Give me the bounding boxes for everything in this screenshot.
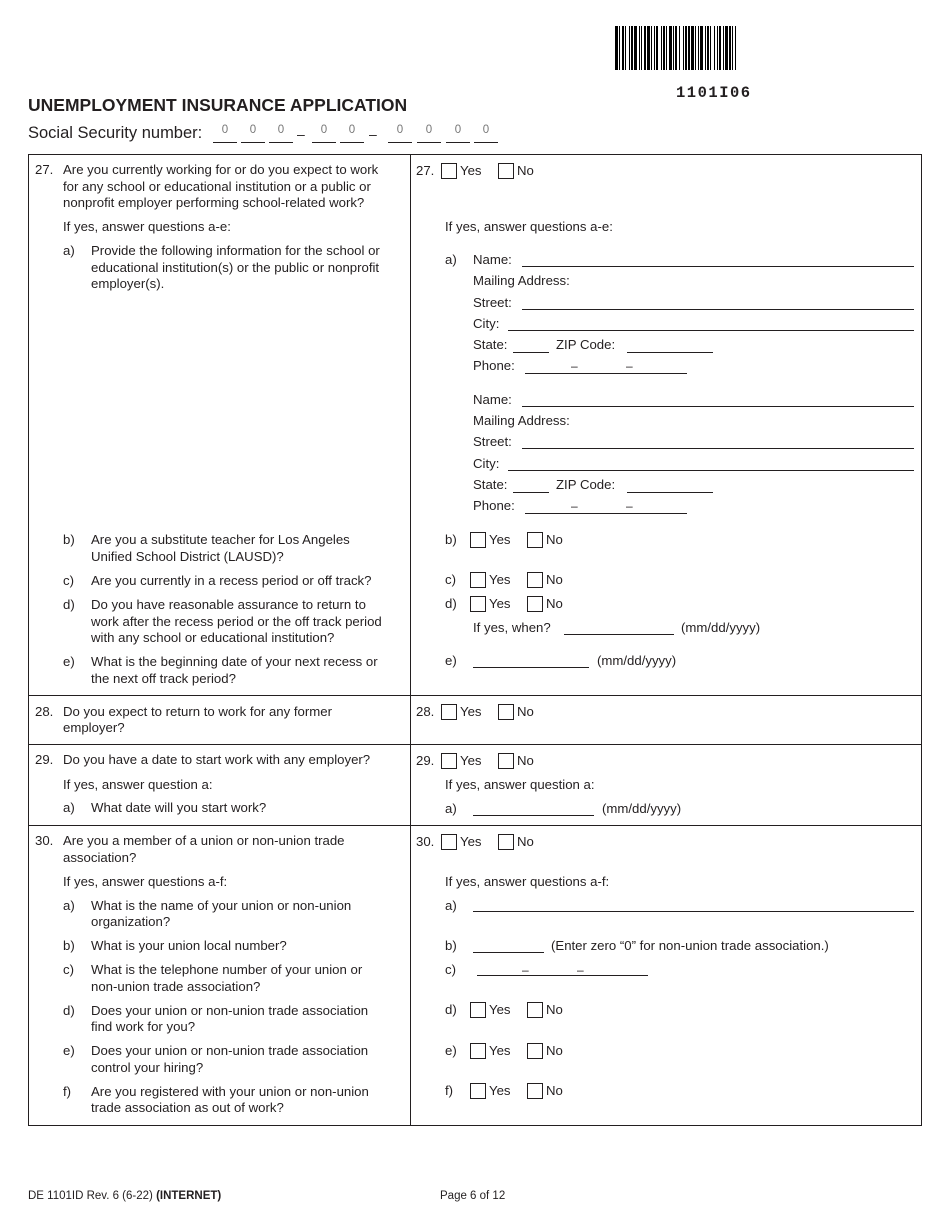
q27e-date-field[interactable]	[473, 654, 589, 668]
q27e-text-1: What is the beginning date of your next recess or	[91, 654, 378, 669]
q30d-no-label: No	[546, 1002, 563, 1017]
employer2-zip-field[interactable]	[627, 479, 713, 493]
employer1-name-field[interactable]	[522, 253, 914, 267]
ssn-digit-9[interactable]: 0	[474, 124, 498, 143]
q27b-no-checkbox[interactable]	[527, 532, 543, 548]
q30f-yes-label: Yes	[489, 1083, 511, 1098]
q27c-no-checkbox[interactable]	[527, 572, 543, 588]
q27d-text-3: with any school or educational institution?	[91, 630, 335, 645]
q27c-answer-label: c)	[445, 572, 456, 587]
q30f-text-1: Are you registered with your union or non-union	[91, 1084, 369, 1099]
ssn-digit-1[interactable]: 0	[213, 124, 237, 143]
q30-number: 30.	[35, 833, 54, 848]
q30-text-2: association?	[63, 850, 137, 865]
q30d-label: d)	[63, 1003, 75, 1018]
q27-answer-instruction: If yes, answer questions a-e:	[445, 219, 613, 234]
q27b-yes-checkbox[interactable]	[470, 532, 486, 548]
phone-dash: –	[626, 359, 633, 373]
employer2-city-label: City:	[473, 456, 500, 471]
footer-form-id	[28, 1190, 221, 1202]
q27d-text-2: work after the recess period or the off track period	[91, 614, 382, 629]
employer2-state-label: State:	[473, 477, 508, 492]
q27d-when-label: If yes, when?	[473, 620, 551, 635]
ssn-digit-5[interactable]: 0	[340, 124, 364, 143]
q30b-local-number-field[interactable]	[473, 939, 544, 953]
q27d-no-checkbox[interactable]	[527, 596, 543, 612]
q29-instruction: If yes, answer question a:	[63, 777, 213, 792]
q27e-text-2: the next off track period?	[91, 671, 236, 686]
q27-no-checkbox[interactable]	[498, 163, 514, 179]
q30e-yes-checkbox[interactable]	[470, 1043, 486, 1059]
q27c-label: c)	[63, 573, 74, 588]
q29-no-checkbox[interactable]	[498, 753, 514, 769]
q27b-text-1: Are you a substitute teacher for Los Angeles	[91, 532, 350, 547]
q30f-label: f)	[63, 1084, 72, 1099]
ssn-digit-7[interactable]: 0	[417, 124, 441, 143]
q27d-yes-label: Yes	[489, 596, 511, 611]
employer1-city-field[interactable]	[508, 317, 914, 331]
q27b-yes-label: Yes	[489, 532, 511, 547]
q30d-no-checkbox[interactable]	[527, 1002, 543, 1018]
q30-yes-checkbox[interactable]	[441, 834, 457, 850]
q30a-union-name-field[interactable]	[473, 898, 914, 912]
employer1-state-label: State:	[473, 337, 508, 352]
q27-text-1: Are you currently working for or do you expect to work	[63, 162, 379, 177]
q27c-yes-checkbox[interactable]	[470, 572, 486, 588]
employer2-name-field[interactable]	[522, 393, 914, 407]
employer2-city-field[interactable]	[508, 457, 914, 471]
q29-yes-label: Yes	[460, 753, 482, 768]
q30e-yes-label: Yes	[489, 1043, 511, 1058]
employer1-mailing-label: Mailing Address:	[473, 273, 570, 288]
employer2-zip-label: ZIP Code:	[556, 477, 616, 492]
q27b-no-label: No	[546, 532, 563, 547]
employer1-zip-field[interactable]	[627, 339, 713, 353]
ssn-dash: –	[369, 126, 377, 142]
q28-text-1: Do you expect to return to work for any former	[63, 704, 332, 719]
q30-answer-number: 30.	[416, 834, 435, 849]
q30a-text-2: organization?	[91, 914, 171, 929]
q30f-yes-checkbox[interactable]	[470, 1083, 486, 1099]
q30e-text-2: control your hiring?	[91, 1060, 204, 1075]
q30e-answer-label: e)	[445, 1043, 457, 1058]
q29a-date-field[interactable]	[473, 802, 594, 816]
q30d-answer-label: d)	[445, 1002, 457, 1017]
q30e-label: e)	[63, 1043, 75, 1058]
q27c-no-label: No	[546, 572, 563, 587]
employer1-phone-label: Phone:	[473, 358, 515, 373]
q29a-answer-label: a)	[445, 801, 457, 816]
footer-channel: (INTERNET)	[156, 1190, 222, 1202]
q28-number: 28.	[35, 704, 54, 719]
employer2-street-label: Street:	[473, 434, 512, 449]
q30f-no-checkbox[interactable]	[527, 1083, 543, 1099]
q27c-yes-label: Yes	[489, 572, 511, 587]
ssn-digit-3[interactable]: 0	[269, 124, 293, 143]
q30c-phone-field[interactable]	[477, 962, 648, 976]
q30e-text-1: Does your union or non-union trade association	[91, 1043, 369, 1058]
q27d-text-1: Do you have reasonable assurance to return to	[91, 597, 366, 612]
q30b-answer-label: b)	[445, 938, 457, 953]
q27-answer-number: 27.	[416, 163, 435, 178]
employer2-phone-label: Phone:	[473, 498, 515, 513]
q28-text-2: employer?	[63, 720, 125, 735]
q27e-answer-label: e)	[445, 653, 457, 668]
q29a-date-format: (mm/dd/yyyy)	[602, 801, 682, 816]
barcode	[615, 26, 818, 70]
q29-text-1: Do you have a date to start work with any employer?	[63, 752, 371, 767]
q28-answer-number: 28.	[416, 704, 435, 719]
q27d-answer-label: d)	[445, 596, 457, 611]
q27c-text-1: Are you currently in a recess period or off track?	[91, 573, 372, 588]
q28-no-label: No	[517, 704, 534, 719]
q27-yes-checkbox[interactable]	[441, 163, 457, 179]
employer1-street-field[interactable]	[522, 296, 914, 310]
q27-number: 27.	[35, 162, 54, 177]
q27d-when-field[interactable]	[564, 621, 674, 635]
phone-dash: –	[522, 963, 529, 977]
q27b-text-2: Unified School District (LAUSD)?	[91, 549, 284, 564]
q27a-text-1: Provide the following information for the school or	[91, 243, 380, 258]
phone-dash: –	[571, 359, 578, 373]
q28-yes-checkbox[interactable]	[441, 704, 457, 720]
employer2-mailing-label: Mailing Address:	[473, 413, 570, 428]
q30f-no-label: No	[546, 1083, 563, 1098]
ssn-digit-2[interactable]: 0	[241, 124, 265, 143]
q30-instruction: If yes, answer questions a-f:	[63, 874, 228, 889]
q30a-label: a)	[63, 898, 75, 913]
q30e-no-label: No	[546, 1043, 563, 1058]
q29-answer-number: 29.	[416, 753, 435, 768]
q30-no-checkbox[interactable]	[498, 834, 514, 850]
q28-no-checkbox[interactable]	[498, 704, 514, 720]
q27d-yes-checkbox[interactable]	[470, 596, 486, 612]
q27e-date-format: (mm/dd/yyyy)	[597, 653, 677, 668]
footer-form-number: DE 1101ID Rev. 6 (6-22)	[28, 1190, 153, 1202]
q29-number: 29.	[35, 752, 54, 767]
employer1-zip-label: ZIP Code:	[556, 337, 616, 352]
q30-yes-label: Yes	[460, 834, 482, 849]
footer-page-number: Page 6 of 12	[440, 1190, 506, 1202]
ssn-digit-6[interactable]: 0	[388, 124, 412, 143]
q30b-text-1: What is your union local number?	[91, 938, 287, 953]
phone-dash: –	[577, 963, 584, 977]
column-divider	[410, 154, 411, 1126]
q30-text-1: Are you a member of a union or non-union trade	[63, 833, 345, 848]
row-divider	[28, 825, 922, 826]
q29-yes-checkbox[interactable]	[441, 753, 457, 769]
q30c-text-2: non-union trade association?	[91, 979, 261, 994]
ssn-dash: –	[297, 126, 305, 142]
q30a-answer-label: a)	[445, 898, 457, 913]
employer2-street-field[interactable]	[522, 435, 914, 449]
employer2-name-label: Name:	[473, 392, 512, 407]
phone-dash: –	[626, 499, 633, 513]
employer1-name-label: Name:	[473, 252, 512, 267]
ssn-digit-8[interactable]: 0	[446, 124, 470, 143]
q29-no-label: No	[517, 753, 534, 768]
q27a-text-3: employer(s).	[91, 276, 165, 291]
employer1-phone-field[interactable]	[525, 360, 687, 374]
q27d-label: d)	[63, 597, 75, 612]
q30d-yes-checkbox[interactable]	[470, 1002, 486, 1018]
q29a-label: a)	[63, 800, 75, 815]
employer1-city-label: City:	[473, 316, 500, 331]
q30a-text-1: What is the name of your union or non-union	[91, 898, 352, 913]
q30-answer-instruction: If yes, answer questions a-f:	[445, 874, 610, 889]
q27-instruction: If yes, answer questions a-e:	[63, 219, 231, 234]
q27-text-3: nonprofit employer performing school-related work?	[63, 195, 365, 210]
q27a-text-2: educational institution(s) or the public or nonprofit	[91, 260, 380, 275]
q30d-text-1: Does your union or non-union trade association	[91, 1003, 369, 1018]
page-title: UNEMPLOYMENT INSURANCE APPLICATION	[28, 95, 408, 115]
q29a-text-1: What date will you start work?	[91, 800, 267, 815]
employer2-state-field[interactable]	[513, 479, 549, 493]
q30d-yes-label: Yes	[489, 1002, 511, 1017]
q27b-answer-label: b)	[445, 532, 457, 547]
q30c-text-1: What is the telephone number of your union or	[91, 962, 363, 977]
employer2-phone-field[interactable]	[525, 500, 687, 514]
q27d-date-format: (mm/dd/yyyy)	[681, 620, 761, 635]
ssn-label: Social Security number:	[28, 124, 203, 142]
ssn-digit-4[interactable]: 0	[312, 124, 336, 143]
q27-text-2: for any school or educational institution or a public or	[63, 179, 371, 194]
q27a-label: a)	[63, 243, 75, 258]
q27b-label: b)	[63, 532, 75, 547]
q30b-label: b)	[63, 938, 75, 953]
q30b-note: (Enter zero “0” for non-union trade association.)	[551, 938, 829, 953]
q27a-answer-label: a)	[445, 252, 457, 267]
q27d-no-label: No	[546, 596, 563, 611]
form-code: 1101I06	[676, 84, 752, 102]
row-divider	[28, 695, 922, 696]
q30f-answer-label: f)	[445, 1083, 454, 1098]
barcode-bar	[736, 26, 739, 70]
q28-yes-label: Yes	[460, 704, 482, 719]
q30-no-label: No	[517, 834, 534, 849]
q30f-text-2: trade association as out of work?	[91, 1100, 284, 1115]
q30c-answer-label: c)	[445, 962, 456, 977]
q27-no-label: No	[517, 163, 534, 178]
q29-answer-instruction: If yes, answer question a:	[445, 777, 595, 792]
q27e-label: e)	[63, 654, 75, 669]
row-divider	[28, 744, 922, 745]
q27-yes-label: Yes	[460, 163, 482, 178]
q30d-text-2: find work for you?	[91, 1019, 196, 1034]
employer1-street-label: Street:	[473, 295, 512, 310]
phone-dash: –	[571, 499, 578, 513]
q30c-label: c)	[63, 962, 74, 977]
employer1-state-field[interactable]	[513, 339, 549, 353]
q30e-no-checkbox[interactable]	[527, 1043, 543, 1059]
